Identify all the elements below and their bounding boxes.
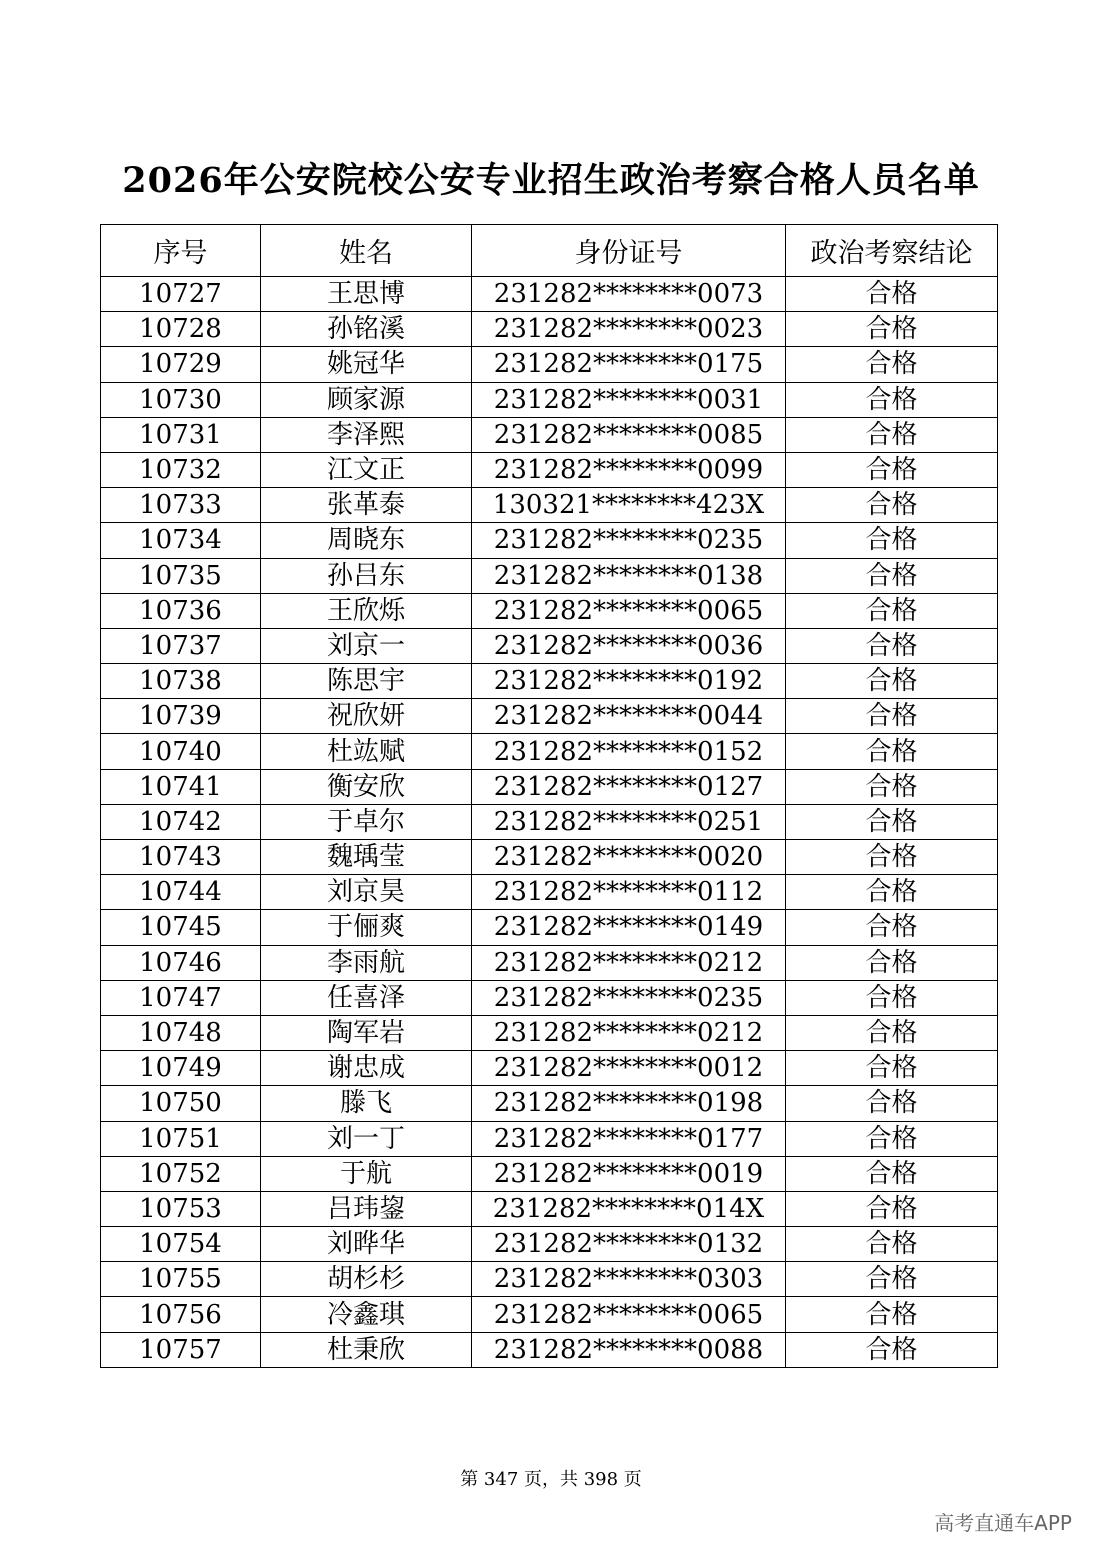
name-cell: 张革泰 bbox=[261, 488, 472, 523]
name-cell: 李泽熙 bbox=[261, 417, 472, 452]
roster-table bbox=[100, 224, 998, 1368]
serial-number-cell: 10752 bbox=[101, 1156, 261, 1191]
serial-number-cell: 10755 bbox=[101, 1262, 261, 1297]
conclusion-cell: 合格 bbox=[786, 1297, 998, 1332]
id-number-cell: 231282********0065 bbox=[472, 1297, 786, 1332]
id-number-cell: 231282********0235 bbox=[472, 980, 786, 1015]
id-number-cell: 231282********0073 bbox=[472, 277, 786, 312]
name-cell: 祝欣妍 bbox=[261, 699, 472, 734]
id-number-cell: 231282********0031 bbox=[472, 382, 786, 417]
name-cell: 顾家源 bbox=[261, 382, 472, 417]
conclusion-cell: 合格 bbox=[786, 1086, 998, 1121]
conclusion-cell: 合格 bbox=[786, 1262, 998, 1297]
name-cell: 杜竑赋 bbox=[261, 734, 472, 769]
header-serial-number: 序号 bbox=[101, 225, 261, 277]
table-row bbox=[101, 664, 998, 699]
id-number-cell: 231282********0036 bbox=[472, 628, 786, 663]
conclusion-cell: 合格 bbox=[786, 734, 998, 769]
page-title: 2026年公安院校公安专业招生政治考察合格人员名单 bbox=[122, 160, 980, 201]
id-number-cell: 231282********0303 bbox=[472, 1262, 786, 1297]
id-number-cell: 231282********0198 bbox=[472, 1086, 786, 1121]
id-number-cell: 231282********0138 bbox=[472, 558, 786, 593]
name-cell: 王欣烁 bbox=[261, 593, 472, 628]
serial-number-cell: 10753 bbox=[101, 1191, 261, 1226]
table-row bbox=[101, 1297, 998, 1332]
table-row bbox=[101, 980, 998, 1015]
table-row bbox=[101, 699, 998, 734]
conclusion-cell: 合格 bbox=[786, 1121, 998, 1156]
serial-number-cell: 10732 bbox=[101, 452, 261, 487]
name-cell: 于卓尔 bbox=[261, 804, 472, 839]
id-number-cell: 231282********0044 bbox=[472, 699, 786, 734]
serial-number-cell: 10739 bbox=[101, 699, 261, 734]
header-conclusion: 政治考察结论 bbox=[786, 225, 998, 277]
id-number-cell: 231282********0127 bbox=[472, 769, 786, 804]
serial-number-cell: 10743 bbox=[101, 840, 261, 875]
conclusion-cell: 合格 bbox=[786, 804, 998, 839]
serial-number-cell: 10737 bbox=[101, 628, 261, 663]
table-row bbox=[101, 1227, 998, 1262]
conclusion-cell: 合格 bbox=[786, 1015, 998, 1050]
conclusion-cell: 合格 bbox=[786, 347, 998, 382]
conclusion-cell: 合格 bbox=[786, 628, 998, 663]
serial-number-cell: 10729 bbox=[101, 347, 261, 382]
serial-number-cell: 10754 bbox=[101, 1227, 261, 1262]
id-number-cell: 231282********0192 bbox=[472, 664, 786, 699]
conclusion-cell: 合格 bbox=[786, 769, 998, 804]
conclusion-cell: 合格 bbox=[786, 558, 998, 593]
id-number-cell: 231282********014X bbox=[472, 1191, 786, 1226]
conclusion-cell: 合格 bbox=[786, 1051, 998, 1086]
id-number-cell: 231282********0023 bbox=[472, 312, 786, 347]
name-cell: 陈思宇 bbox=[261, 664, 472, 699]
name-cell: 江文正 bbox=[261, 452, 472, 487]
table-row bbox=[101, 558, 998, 593]
serial-number-cell: 10744 bbox=[101, 875, 261, 910]
name-cell: 冷鑫琪 bbox=[261, 1297, 472, 1332]
id-number-cell: 231282********0019 bbox=[472, 1156, 786, 1191]
conclusion-cell: 合格 bbox=[786, 382, 998, 417]
conclusion-cell: 合格 bbox=[786, 523, 998, 558]
id-number-cell: 130321********423X bbox=[472, 488, 786, 523]
id-number-cell: 231282********0065 bbox=[472, 593, 786, 628]
serial-number-cell: 10735 bbox=[101, 558, 261, 593]
serial-number-cell: 10740 bbox=[101, 734, 261, 769]
name-cell: 魏瑀莹 bbox=[261, 840, 472, 875]
header-name: 姓名 bbox=[261, 225, 472, 277]
serial-number-cell: 10742 bbox=[101, 804, 261, 839]
watermark: 高考直通车APP bbox=[934, 1511, 1072, 1535]
table-row bbox=[101, 593, 998, 628]
table-row bbox=[101, 417, 998, 452]
conclusion-cell: 合格 bbox=[786, 488, 998, 523]
table-row bbox=[101, 945, 998, 980]
id-number-cell: 231282********0132 bbox=[472, 1227, 786, 1262]
table-row bbox=[101, 1262, 998, 1297]
id-number-cell: 231282********0149 bbox=[472, 910, 786, 945]
serial-number-cell: 10733 bbox=[101, 488, 261, 523]
name-cell: 刘京昊 bbox=[261, 875, 472, 910]
name-cell: 姚冠华 bbox=[261, 347, 472, 382]
conclusion-cell: 合格 bbox=[786, 875, 998, 910]
name-cell: 刘京一 bbox=[261, 628, 472, 663]
conclusion-cell: 合格 bbox=[786, 1156, 998, 1191]
id-number-cell: 231282********0251 bbox=[472, 804, 786, 839]
id-number-cell: 231282********0212 bbox=[472, 1015, 786, 1050]
table-row bbox=[101, 1121, 998, 1156]
name-cell: 胡杉杉 bbox=[261, 1262, 472, 1297]
name-cell: 谢忠成 bbox=[261, 1051, 472, 1086]
conclusion-cell: 合格 bbox=[786, 840, 998, 875]
serial-number-cell: 10728 bbox=[101, 312, 261, 347]
serial-number-cell: 10734 bbox=[101, 523, 261, 558]
table-row bbox=[101, 1156, 998, 1191]
table-row bbox=[101, 769, 998, 804]
serial-number-cell: 10748 bbox=[101, 1015, 261, 1050]
serial-number-cell: 10727 bbox=[101, 277, 261, 312]
serial-number-cell: 10747 bbox=[101, 980, 261, 1015]
table-header-row bbox=[101, 225, 998, 277]
id-number-cell: 231282********0020 bbox=[472, 840, 786, 875]
serial-number-cell: 10738 bbox=[101, 664, 261, 699]
id-number-cell: 231282********0235 bbox=[472, 523, 786, 558]
id-number-cell: 231282********0175 bbox=[472, 347, 786, 382]
conclusion-cell: 合格 bbox=[786, 417, 998, 452]
table-row bbox=[101, 1015, 998, 1050]
conclusion-cell: 合格 bbox=[786, 945, 998, 980]
id-number-cell: 231282********0112 bbox=[472, 875, 786, 910]
name-cell: 衡安欣 bbox=[261, 769, 472, 804]
serial-number-cell: 10745 bbox=[101, 910, 261, 945]
conclusion-cell: 合格 bbox=[786, 980, 998, 1015]
serial-number-cell: 10746 bbox=[101, 945, 261, 980]
conclusion-cell: 合格 bbox=[786, 593, 998, 628]
conclusion-cell: 合格 bbox=[786, 1332, 998, 1367]
id-number-cell: 231282********0177 bbox=[472, 1121, 786, 1156]
name-cell: 滕飞 bbox=[261, 1086, 472, 1121]
table-row bbox=[101, 1051, 998, 1086]
table-row bbox=[101, 1086, 998, 1121]
serial-number-cell: 10750 bbox=[101, 1086, 261, 1121]
header-id-number: 身份证号 bbox=[472, 225, 786, 277]
id-number-cell: 231282********0099 bbox=[472, 452, 786, 487]
table-row bbox=[101, 1332, 998, 1367]
conclusion-cell: 合格 bbox=[786, 452, 998, 487]
conclusion-cell: 合格 bbox=[786, 1191, 998, 1226]
name-cell: 周晓东 bbox=[261, 523, 472, 558]
table-row bbox=[101, 875, 998, 910]
name-cell: 陶军岩 bbox=[261, 1015, 472, 1050]
serial-number-cell: 10756 bbox=[101, 1297, 261, 1332]
table-row bbox=[101, 734, 998, 769]
name-cell: 刘一丁 bbox=[261, 1121, 472, 1156]
serial-number-cell: 10731 bbox=[101, 417, 261, 452]
name-cell: 于航 bbox=[261, 1156, 472, 1191]
serial-number-cell: 10749 bbox=[101, 1051, 261, 1086]
table-row bbox=[101, 488, 998, 523]
conclusion-cell: 合格 bbox=[786, 699, 998, 734]
table-row bbox=[101, 382, 998, 417]
serial-number-cell: 10757 bbox=[101, 1332, 261, 1367]
page-footer: 第 347 页，共 398 页 bbox=[460, 1469, 642, 1490]
table-row bbox=[101, 840, 998, 875]
name-cell: 于俪爽 bbox=[261, 910, 472, 945]
name-cell: 王思博 bbox=[261, 277, 472, 312]
table-row bbox=[101, 277, 998, 312]
table-row bbox=[101, 523, 998, 558]
conclusion-cell: 合格 bbox=[786, 277, 998, 312]
table-row bbox=[101, 804, 998, 839]
serial-number-cell: 10736 bbox=[101, 593, 261, 628]
name-cell: 吕玮鋆 bbox=[261, 1191, 472, 1226]
name-cell: 孙铭溪 bbox=[261, 312, 472, 347]
conclusion-cell: 合格 bbox=[786, 910, 998, 945]
name-cell: 李雨航 bbox=[261, 945, 472, 980]
table-row bbox=[101, 628, 998, 663]
table-row bbox=[101, 347, 998, 382]
serial-number-cell: 10751 bbox=[101, 1121, 261, 1156]
name-cell: 任喜泽 bbox=[261, 980, 472, 1015]
id-number-cell: 231282********0012 bbox=[472, 1051, 786, 1086]
name-cell: 刘晔华 bbox=[261, 1227, 472, 1262]
table-row bbox=[101, 910, 998, 945]
id-number-cell: 231282********0152 bbox=[472, 734, 786, 769]
serial-number-cell: 10741 bbox=[101, 769, 261, 804]
table-row bbox=[101, 312, 998, 347]
name-cell: 孙吕东 bbox=[261, 558, 472, 593]
id-number-cell: 231282********0085 bbox=[472, 417, 786, 452]
name-cell: 杜秉欣 bbox=[261, 1332, 472, 1367]
conclusion-cell: 合格 bbox=[786, 312, 998, 347]
id-number-cell: 231282********0212 bbox=[472, 945, 786, 980]
serial-number-cell: 10730 bbox=[101, 382, 261, 417]
conclusion-cell: 合格 bbox=[786, 1227, 998, 1262]
id-number-cell: 231282********0088 bbox=[472, 1332, 786, 1367]
conclusion-cell: 合格 bbox=[786, 664, 998, 699]
table-row bbox=[101, 452, 998, 487]
table-row bbox=[101, 1191, 998, 1226]
